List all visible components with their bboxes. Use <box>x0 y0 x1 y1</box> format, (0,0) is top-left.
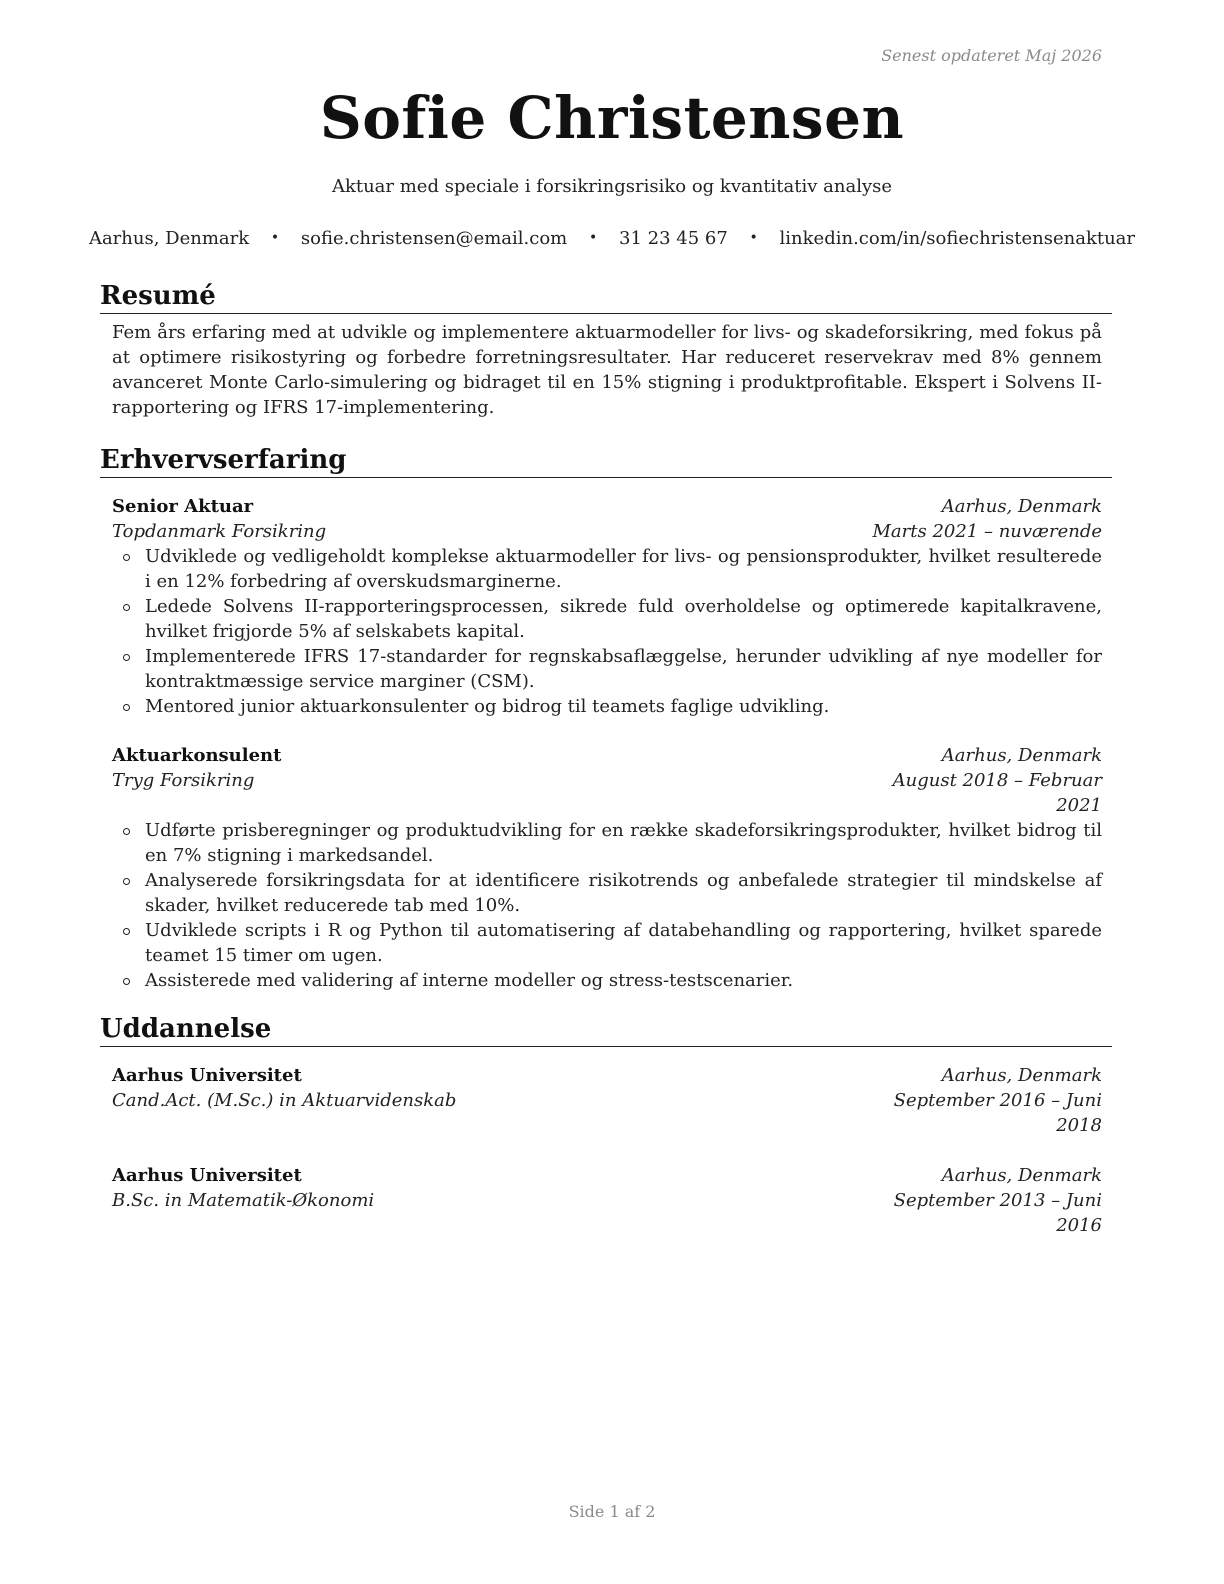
section-title-summary: Resumé <box>100 281 1112 314</box>
job-role: Aktuarkonsulent <box>112 745 282 766</box>
job-entry <box>112 743 1102 993</box>
school-name: Aarhus Universitet <box>112 1065 302 1086</box>
bullet-separator: • <box>749 230 758 246</box>
candidate-name: Sofie Christensen <box>319 84 905 152</box>
section-title-education: Uddannelse <box>100 1014 1112 1047</box>
summary-text: Fem års erfaring med at udvikle og implementere aktuarmodeller for livs- og skadeforsikring, med fokus på at optimere risikostyring og forbedre forretningsresultater. Har reduceret reservekrav med 8% gennem avanceret Monte Carlo-simulering og bidraget til en 15% stigning i produktprofitable. Ekspert i Solvens II-rapportering og IFRS 17-implementering. <box>112 322 1102 418</box>
experience-section <box>100 445 1112 993</box>
job-company: Tryg Forsikring <box>112 770 255 791</box>
school-location: Aarhus, Denmark <box>941 1165 1102 1186</box>
bullet-item: Mentored junior aktuarkonsulenter og bidrog til teamets faglige udvikling. <box>145 694 1102 719</box>
contact-linkedin-link[interactable]: linkedin.com/in/sofiechristensenaktuar <box>779 228 1136 249</box>
job-location: Aarhus, Denmark <box>941 745 1102 766</box>
education-entry <box>112 1063 1102 1138</box>
contact-location: Aarhus, Denmark <box>88 228 250 249</box>
candidate-headline: Aktuar med speciale i forsikringsrisiko og kvantitativ analyse <box>331 176 893 197</box>
bullet-item: Udførte prisberegninger og produktudvikling for en række skadeforsikringsprodukter, hvilket bidrog til en 7% stigning i markedsandel. <box>145 820 1102 866</box>
job-bullets <box>112 818 1102 993</box>
summary-section <box>100 281 1112 420</box>
contact-phone: 31 23 45 67 <box>619 228 728 249</box>
education-dates: September 2016 – Juni 2018 <box>893 1090 1102 1136</box>
degree-name: Cand.Act. (M.Sc.) in Aktuarvidenskab <box>112 1090 457 1111</box>
bullet-item: Udviklede og vedligeholdt komplekse aktuarmodeller for livs- og pensionsprodukter, hvilket resulterede i en 12% forbedring af overskudsmarginerne. <box>145 546 1102 592</box>
school-location: Aarhus, Denmark <box>941 1065 1102 1086</box>
job-location: Aarhus, Denmark <box>941 496 1102 517</box>
job-dates: Marts 2021 – nuværende <box>872 521 1102 542</box>
bullet-separator: • <box>270 230 280 246</box>
education-section <box>100 1014 1112 1238</box>
job-entry <box>112 494 1102 719</box>
education-entry <box>112 1163 1102 1238</box>
bullet-item: Ledede Solvens II-rapporteringsprocessen, sikrede fuld overholdelse og optimerede kapitalkravene, hvilket frigjorde 5% af selskabets kapital. <box>145 596 1102 642</box>
job-dates: August 2018 – Februar 2021 <box>892 770 1102 816</box>
section-title-experience: Erhvervserfaring <box>100 445 1112 478</box>
degree-name: B.Sc. in Matematik-Økonomi <box>112 1190 375 1211</box>
page-number: Side 1 af 2 <box>568 1502 656 1521</box>
bullet-item: Assisterede med validering af interne modeller og stress-testscenarier. <box>145 968 1102 993</box>
school-name: Aarhus Universitet <box>112 1165 302 1186</box>
last-updated: Senest opdateret Maj 2026 <box>881 46 1102 65</box>
bullet-item: Analyserede forsikringsdata for at identificere risikotrends og anbefalede strategier til mindskelse af skader, hvilket reducerede tab med 10%. <box>145 870 1102 916</box>
bullet-separator: • <box>589 230 598 246</box>
contact-email-link[interactable]: sofie.christensen@email.com <box>300 228 568 249</box>
education-dates: September 2013 – Juni 2016 <box>893 1190 1102 1236</box>
job-bullets <box>112 544 1102 719</box>
job-company: Topdanmark Forsikring <box>112 521 327 542</box>
bullet-item: Udviklede scripts i R og Python til automatisering af databehandling og rapportering, hvilket sparede teamet 15 timer om ugen. <box>145 920 1102 966</box>
contact-line <box>0 228 1224 249</box>
bullet-item: Implementerede IFRS 17-standarder for regnskabsaflæggelse, herunder udvikling af nye modeller for kontraktmæssige service marginer (CSM). <box>145 646 1102 692</box>
job-role: Senior Aktuar <box>112 496 254 517</box>
